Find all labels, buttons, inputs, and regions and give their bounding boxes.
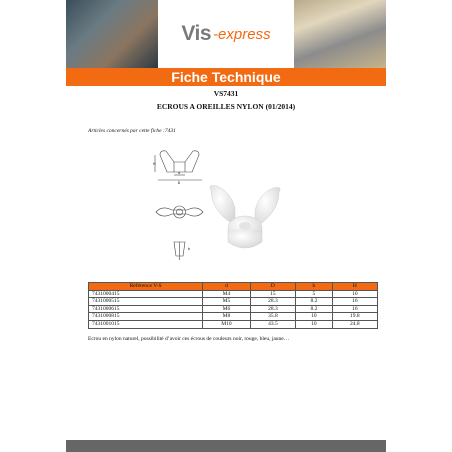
cell-b: 8.2 xyxy=(296,305,333,313)
cell-H: 16 xyxy=(332,305,377,313)
header xyxy=(66,0,386,68)
cell-b: 10 xyxy=(296,320,333,328)
col-d: d xyxy=(203,283,251,291)
table-row xyxy=(89,290,378,298)
table-row xyxy=(89,320,378,328)
col-b: b xyxy=(296,283,333,291)
cell-D: 35.8 xyxy=(250,313,295,321)
product-note: Ecrou en nylon naturel, possibilité d’avoir ces écrous de couleurs noir, rouge, bleu, jaune… xyxy=(88,336,290,342)
cell-D: 43.5 xyxy=(250,320,295,328)
product-title: ECROUS A OREILLES NYLON (01/2014) xyxy=(156,102,296,111)
cell-d: M10 xyxy=(203,320,251,328)
top-view xyxy=(156,206,203,218)
cell-reference: 7431000515 xyxy=(89,298,203,306)
title-banner xyxy=(66,68,386,86)
label-H: H xyxy=(153,162,156,166)
col-D: D xyxy=(250,283,295,291)
cell-d: M5 xyxy=(203,298,251,306)
cell-H: 19.8 xyxy=(332,313,377,321)
reference-code: VS7431 xyxy=(213,89,239,98)
cell-H: 16 xyxy=(332,298,377,306)
table-row xyxy=(89,313,378,321)
cell-d: M8 xyxy=(203,313,251,321)
logo-main: Vis xyxy=(181,22,212,45)
side-view xyxy=(155,151,202,180)
logo-suffix: -express xyxy=(213,25,271,43)
articles-concerned: Articles concernés par cette fiche :7431 xyxy=(88,128,176,134)
technical-drawing xyxy=(152,150,207,268)
screws-photo xyxy=(294,0,386,68)
spec-table xyxy=(88,282,378,329)
wing-nut-image xyxy=(205,182,285,262)
cell-b: 10 xyxy=(296,313,333,321)
banner-title: Fiche Technique xyxy=(171,69,281,85)
table-row xyxy=(89,298,378,306)
table-header-row xyxy=(89,283,378,291)
cell-d: M4 xyxy=(203,290,251,298)
label-d: d xyxy=(178,171,180,175)
cell-d: M6 xyxy=(203,305,251,313)
end-view xyxy=(174,242,185,260)
tools-photo xyxy=(66,0,158,68)
col-H: H xyxy=(332,283,377,291)
cell-b: 5 xyxy=(296,290,333,298)
footer-bar xyxy=(66,440,386,452)
cell-D: 15 xyxy=(250,290,295,298)
cell-reference: 7431001015 xyxy=(89,320,203,328)
cell-H: 24.8 xyxy=(332,320,377,328)
cell-reference: 7431000615 xyxy=(89,305,203,313)
label-b: b xyxy=(188,247,190,251)
col-reference: Référence V-S xyxy=(89,283,203,291)
table-row xyxy=(89,305,378,313)
cell-D: 28.3 xyxy=(250,305,295,313)
cell-reference: 7431000815 xyxy=(89,313,203,321)
label-D: D xyxy=(177,181,181,185)
cell-reference: 7431000415 xyxy=(89,290,203,298)
cell-b: 8.2 xyxy=(296,298,333,306)
brand-logo xyxy=(158,0,294,68)
cell-H: 10 xyxy=(332,290,377,298)
cell-D: 28.3 xyxy=(250,298,295,306)
